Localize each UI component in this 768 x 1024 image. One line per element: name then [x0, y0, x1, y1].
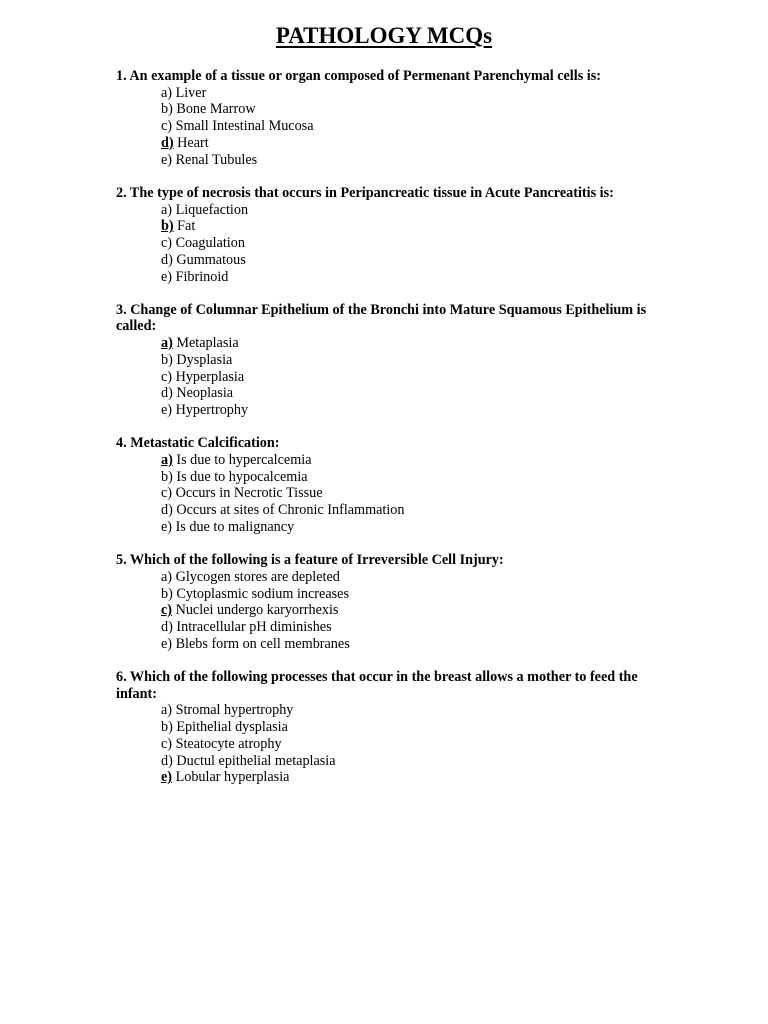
option-letter: c)	[161, 368, 173, 385]
question-list	[116, 68, 656, 802]
question-text: 1. An example of a tissue or organ composed of Permenant Parenchymal cells is:	[116, 68, 601, 84]
option-text: Blebs form on cell membranes	[175, 635, 350, 652]
option-letter: b)	[161, 585, 173, 602]
question-text: 6. Which of the following processes that occur in the breast allows a mother to feed the infant:	[116, 668, 638, 702]
correct-option-letter: d)	[161, 134, 174, 151]
correct-option-letter: b)	[161, 218, 174, 235]
question-text: 3. Change of Columnar Epithelium of the Bronchi into Mature Squamous Epithelium is called:	[116, 301, 647, 335]
option-d	[161, 135, 656, 152]
option-letter: a)	[161, 201, 173, 218]
option-letter: b)	[161, 351, 173, 368]
option-text: Lobular hyperplasia	[175, 769, 290, 786]
option-text: Metaplasia	[176, 335, 239, 352]
option-letter: e)	[161, 151, 173, 168]
option-a	[161, 335, 656, 352]
option-letter: c)	[161, 118, 173, 135]
option-text: Is due to hypocalcemia	[176, 468, 308, 485]
option-letter: c)	[161, 485, 173, 502]
option-text: Nuclei undergo karyorrhexis	[175, 602, 339, 619]
option-letter: a)	[161, 568, 173, 585]
option-a	[161, 702, 656, 719]
option-text: Gummatous	[176, 251, 246, 268]
correct-option-letter: a)	[161, 451, 173, 468]
option-e	[161, 519, 656, 536]
correct-option-letter: e)	[161, 769, 173, 786]
option-letter: e)	[161, 402, 173, 419]
option-b	[161, 719, 656, 736]
question-3	[116, 302, 656, 419]
option-d	[161, 252, 656, 269]
option-c	[161, 118, 656, 135]
question-5	[116, 552, 656, 652]
option-text: Fibrinoid	[175, 268, 229, 285]
option-b	[161, 218, 656, 235]
option-c	[161, 235, 656, 252]
question-4	[116, 435, 656, 535]
option-text: Occurs in Necrotic Tissue	[175, 485, 323, 502]
option-letter: b)	[161, 101, 173, 118]
option-letter: a)	[161, 702, 173, 719]
option-list	[116, 452, 656, 536]
option-a	[161, 202, 656, 219]
option-c	[161, 485, 656, 502]
option-text: Hypertrophy	[175, 402, 249, 419]
option-c	[161, 736, 656, 753]
option-text: Neoplasia	[176, 385, 234, 402]
option-text: Hyperplasia	[175, 368, 245, 385]
option-text: Glycogen stores are depleted	[175, 568, 340, 585]
option-text: Dysplasia	[176, 351, 233, 368]
question-text: 2. The type of necrosis that occurs in Peripancreatic tissue in Acute Pancreatitis is:	[116, 184, 614, 201]
option-list	[116, 335, 656, 419]
option-d	[161, 502, 656, 519]
question-6	[116, 669, 656, 786]
option-letter: b)	[161, 719, 173, 736]
option-text: Ductul epithelial metaplasia	[176, 752, 336, 769]
option-text: Small Intestinal Mucosa	[175, 118, 314, 135]
option-letter: d)	[161, 385, 173, 402]
option-b	[161, 101, 656, 118]
option-text: Heart	[177, 134, 209, 151]
option-e	[161, 769, 656, 786]
option-text: Liver	[175, 84, 207, 101]
page-title: PATHOLOGY MCQs	[275, 23, 493, 48]
option-list	[116, 702, 656, 786]
correct-option-letter: a)	[161, 335, 173, 352]
option-e	[161, 636, 656, 653]
option-text: Is due to malignancy	[175, 518, 295, 535]
question-text: 4. Metastatic Calcification:	[116, 435, 280, 452]
option-letter: d)	[161, 502, 173, 519]
option-text: Renal Tubules	[175, 151, 258, 168]
option-text: Stromal hypertrophy	[175, 702, 294, 719]
option-letter: d)	[161, 251, 173, 268]
question-2	[116, 185, 656, 285]
option-c	[161, 369, 656, 386]
option-d	[161, 753, 656, 770]
option-text: Cytoplasmic sodium increases	[176, 585, 349, 602]
option-letter: e)	[161, 635, 173, 652]
option-text: Coagulation	[175, 235, 245, 252]
option-letter: a)	[161, 84, 173, 101]
option-list	[116, 202, 656, 286]
option-text: Liquefaction	[175, 201, 249, 218]
option-letter: d)	[161, 619, 173, 636]
question-text: 5. Which of the following is a feature of Irreversible Cell Injury:	[116, 552, 504, 569]
option-text: Is due to hypercalcemia	[176, 451, 312, 468]
option-a	[161, 452, 656, 469]
option-d	[161, 385, 656, 402]
question-1	[116, 68, 656, 168]
option-letter: c)	[161, 235, 173, 252]
option-a	[161, 569, 656, 586]
option-letter: b)	[161, 468, 173, 485]
option-b	[161, 352, 656, 369]
option-list	[116, 85, 656, 169]
option-text: Intracellular pH diminishes	[176, 619, 332, 636]
option-letter: c)	[161, 735, 173, 752]
option-letter: e)	[161, 518, 173, 535]
option-c	[161, 602, 656, 619]
correct-option-letter: c)	[161, 602, 173, 619]
option-text: Occurs at sites of Chronic Inflammation	[176, 502, 405, 519]
option-a	[161, 85, 656, 102]
option-text: Steatocyte atrophy	[175, 735, 282, 752]
option-text: Epithelial dysplasia	[176, 719, 288, 736]
option-b	[161, 586, 656, 603]
option-letter: e)	[161, 268, 173, 285]
option-text: Fat	[177, 218, 196, 235]
option-d	[161, 619, 656, 636]
option-letter: d)	[161, 752, 173, 769]
option-list	[116, 569, 656, 653]
option-e	[161, 402, 656, 419]
option-e	[161, 269, 656, 286]
option-text: Bone Marrow	[176, 101, 256, 118]
option-b	[161, 469, 656, 486]
option-e	[161, 152, 656, 169]
